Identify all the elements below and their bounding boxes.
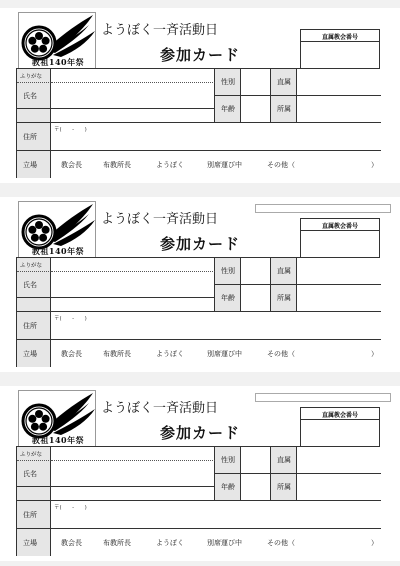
gender-field[interactable]: [241, 258, 271, 285]
status-option-other-close: ）: [371, 349, 378, 358]
status-option-other[interactable]: その他（: [267, 349, 295, 358]
card-title: 参加カード: [160, 424, 241, 442]
status-label: 立場: [17, 529, 51, 556]
address-field[interactable]: [51, 312, 381, 340]
card-title: 参加カード: [160, 46, 241, 64]
furigana-label: ふりがな: [17, 69, 51, 83]
age-field[interactable]: [241, 474, 271, 501]
age-field[interactable]: [241, 96, 271, 123]
status-option-besseki[interactable]: 別席運び中: [207, 349, 242, 358]
card-title: 参加カード: [160, 235, 241, 253]
registration-form: [16, 446, 380, 556]
status-option-yoboku[interactable]: ようぼく: [156, 538, 184, 547]
affiliation-field[interactable]: [297, 285, 381, 312]
affiliation-field[interactable]: [297, 474, 381, 501]
divider: [301, 230, 379, 231]
direct-label: 直属: [271, 258, 297, 285]
church-number-box[interactable]: [300, 407, 380, 447]
age-label: 年齢: [215, 96, 241, 123]
status-option-other-close: ）: [371, 538, 378, 547]
name-label: 氏名: [17, 272, 51, 298]
furigana-field[interactable]: [51, 447, 215, 461]
church-number-box[interactable]: [300, 218, 380, 258]
address-label: 住所: [17, 312, 51, 340]
status-option-other[interactable]: その他（: [267, 538, 295, 547]
status-label: 立場: [17, 151, 51, 178]
postal-code: 〒( - ): [54, 127, 87, 133]
address-label: 住所: [17, 501, 51, 529]
header-input-bar[interactable]: [255, 204, 391, 213]
logo-text: 教祖140年祭: [31, 435, 85, 445]
status-option-other[interactable]: その他（: [267, 160, 295, 169]
status-option-church-head[interactable]: 教会長: [61, 160, 82, 169]
direct-label: 直属: [271, 447, 297, 474]
logo-text: 教祖140年祭: [31, 246, 85, 256]
registration-card-2: [0, 197, 400, 372]
event-title: ようぼく一斉活動日: [101, 23, 219, 38]
status-label: 立場: [17, 340, 51, 367]
gender-label: 性別: [215, 69, 241, 96]
status-option-yoboku[interactable]: ようぼく: [156, 349, 184, 358]
status-option-mission-head[interactable]: 布教所長: [103, 349, 131, 358]
gender-field[interactable]: [241, 447, 271, 474]
name-field-ext[interactable]: [51, 109, 215, 123]
event-title: ようぼく一斉活動日: [101, 401, 219, 416]
direct-field[interactable]: [297, 69, 381, 96]
postal-code: 〒( - ): [54, 505, 87, 511]
church-number-label: 直属教会番号: [321, 223, 358, 230]
registration-form: [16, 68, 380, 178]
header-input-bar[interactable]: [255, 393, 391, 402]
status-options: [51, 151, 381, 178]
gender-label: 性別: [215, 447, 241, 474]
divider: [301, 41, 379, 42]
furigana-label: ふりがな: [17, 447, 51, 461]
address-field[interactable]: [51, 123, 381, 151]
status-option-mission-head[interactable]: 布教所長: [103, 538, 131, 547]
name-field[interactable]: [51, 83, 215, 109]
direct-field[interactable]: [297, 447, 381, 474]
registration-card-1: [0, 8, 400, 183]
direct-label: 直属: [271, 69, 297, 96]
status-option-church-head[interactable]: 教会長: [61, 538, 82, 547]
status-option-besseki[interactable]: 別席運び中: [207, 538, 242, 547]
name-field-ext[interactable]: [51, 298, 215, 312]
status-option-mission-head[interactable]: 布教所長: [103, 160, 131, 169]
status-option-yoboku[interactable]: ようぼく: [156, 160, 184, 169]
status-options: [51, 529, 381, 556]
name-label: 氏名: [17, 83, 51, 109]
logo: [18, 390, 96, 448]
status-option-church-head[interactable]: 教会長: [61, 349, 82, 358]
furigana-field[interactable]: [51, 69, 215, 83]
age-field[interactable]: [241, 285, 271, 312]
age-label: 年齢: [215, 285, 241, 312]
address-field[interactable]: [51, 501, 381, 529]
church-number-label: 直属教会番号: [321, 34, 358, 41]
postal-code: 〒( - ): [54, 316, 87, 322]
direct-field[interactable]: [297, 258, 381, 285]
status-option-besseki[interactable]: 別席運び中: [207, 160, 242, 169]
gender-field[interactable]: [241, 69, 271, 96]
affiliation-label: 所属: [271, 285, 297, 312]
logo-text: 教祖140年祭: [31, 57, 85, 67]
gender-label: 性別: [215, 258, 241, 285]
furigana-label: ふりがな: [17, 258, 51, 272]
logo: [18, 201, 96, 259]
church-number-label: 直属教会番号: [321, 412, 358, 419]
name-label-ext: [17, 109, 51, 123]
affiliation-label: 所属: [271, 474, 297, 501]
name-label: 氏名: [17, 461, 51, 487]
status-options: [51, 340, 381, 367]
logo: [18, 12, 96, 70]
affiliation-field[interactable]: [297, 96, 381, 123]
name-field[interactable]: [51, 272, 215, 298]
furigana-field[interactable]: [51, 258, 215, 272]
name-field[interactable]: [51, 461, 215, 487]
age-label: 年齢: [215, 474, 241, 501]
affiliation-label: 所属: [271, 96, 297, 123]
name-label-ext: [17, 298, 51, 312]
name-label-ext: [17, 487, 51, 501]
name-field-ext[interactable]: [51, 487, 215, 501]
status-option-other-close: ）: [371, 160, 378, 169]
registration-form: [16, 257, 380, 367]
divider: [301, 419, 379, 420]
church-number-box[interactable]: [300, 29, 380, 69]
registration-card-3: [0, 386, 400, 561]
address-label: 住所: [17, 123, 51, 151]
event-title: ようぼく一斉活動日: [101, 212, 219, 227]
